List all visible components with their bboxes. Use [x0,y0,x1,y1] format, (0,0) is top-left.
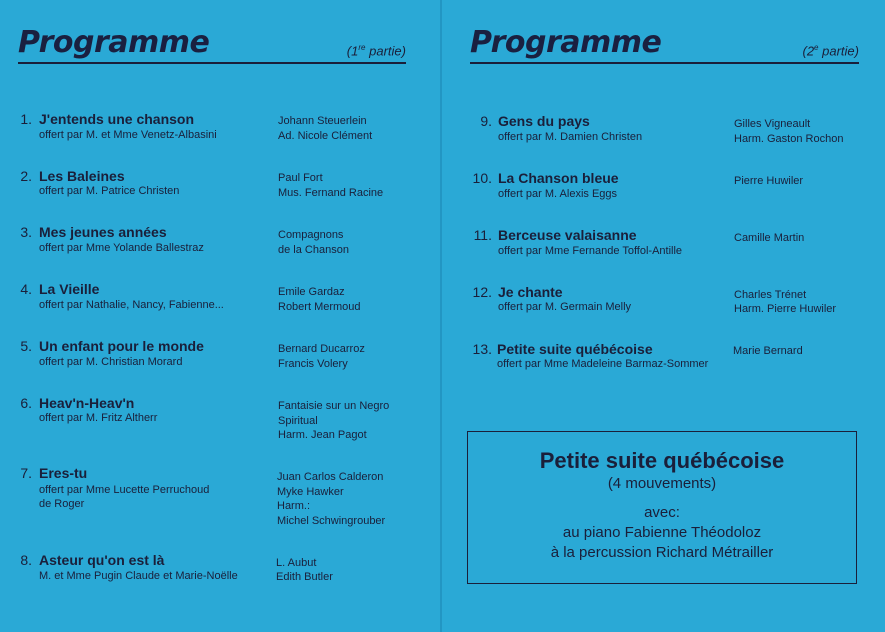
song-title: Mes jeunes années [39,224,167,240]
offered-by: offert par Mme Lucette Perruchoud [39,484,210,496]
page-title: Programme [470,25,662,60]
author-line: Edith Butler [276,571,333,583]
author-line: Harm.: [277,500,310,512]
author-line: Johann Steuerlein [278,115,367,127]
song-title: Un enfant pour le monde [39,338,204,354]
item-number: 13. [472,341,492,357]
song-title: Gens du pays [498,113,590,129]
song-title: Je chante [498,284,563,300]
author-line: Marie Bernard [733,345,803,357]
item-number: 4. [20,281,32,297]
song-title: J'entends une chanson [39,111,195,127]
author-line: Paul Fort [278,172,323,184]
author-line: Francis Volery [278,358,348,370]
offered-by: offert par M. Germain Melly [498,301,632,313]
author-line: Pierre Huwiler [734,175,804,187]
offered-by: offert par M. Patrice Christen [39,185,180,197]
song-title: La Vieille [39,281,100,297]
author-line: Compagnons [278,229,344,241]
author-line: Camille Martin [734,232,805,244]
song-title: Asteur qu'on est là [39,552,165,568]
left-page [0,0,440,632]
item-number: 2. [20,168,32,184]
offered-by: offert par M. Alexis Eggs [498,188,618,200]
song-title: Eres-tu [39,465,88,481]
offered-by: offert par Mme Madeleine Barmaz-Sommer [497,358,709,370]
song-title: Les Baleines [39,168,125,184]
item-number: 12. [472,284,492,300]
right-header [470,22,859,64]
offered-by: offert par Mme Fernande Toffol-Antille [498,245,683,257]
author-line: Fantaisie sur un Negro [278,400,390,412]
offered-by: offert par M. Damien Christen [498,131,643,143]
box-subtitle: (4 mouvements) [607,475,717,492]
song-title: Berceuse valaisanne [498,227,637,243]
page-title: Programme [18,25,210,60]
song-title: Petite suite québécoise [497,341,653,357]
author-line: Harm. Jean Pagot [278,429,367,441]
author-line: Gilles Vigneault [734,118,811,130]
item-number: 9. [480,113,492,129]
author-line: Myke Hawker [277,486,344,498]
box-title: Petite suite québécoise [539,448,785,473]
featured-piece-box [467,431,857,584]
offered-by: offert par Nathalie, Nancy, Fabienne... [39,299,224,311]
box-percussion-line: à la percussion Richard Métrailler [550,544,774,561]
part-label: (2e partie) [802,42,859,58]
offered-by: offert par Mme Yolande Ballestraz [39,242,204,254]
offered-by: offert par M. et Mme Venetz-Albasini [39,129,217,141]
author-line: Spiritual [278,415,318,427]
item-number: 6. [20,395,32,411]
author-line: Michel Schwingrouber [277,515,386,527]
author-line: Emile Gardaz [278,286,345,298]
author-line: Juan Carlos Calderon [277,471,384,483]
box-avec: avec: [644,504,680,521]
author-line: Robert Mermoud [278,301,361,313]
song-title: Heav'n-Heav'n [39,395,135,411]
author-line: Charles Trénet [734,289,807,301]
item-number: 1. [20,111,32,127]
author-line: Harm. Pierre Huwiler [734,303,837,315]
offered-by: M. et Mme Pugin Claude et Marie-Noëlle [39,570,238,582]
author-line: Harm. Gaston Rochon [734,133,844,145]
box-piano-line: au piano Fabienne Théodoloz [562,524,762,541]
item-number: 10. [472,170,492,186]
author-line: L. Aubut [276,557,317,569]
author-line: Mus. Fernand Racine [278,187,384,199]
item-number: 5. [20,338,32,354]
item-number: 11. [473,227,492,243]
item-number: 8. [20,552,32,568]
offered-by: offert par M. Christian Morard [39,356,183,368]
offered-by-line2: de Roger [39,498,85,510]
author-line: de la Chanson [278,244,349,256]
offered-by: offert par M. Fritz Altherr [39,412,158,424]
left-header [18,22,406,64]
item-number: 7. [20,465,32,481]
part-label: (1re partie) [346,42,406,58]
item-number: 3. [20,224,32,240]
song-title: La Chanson bleue [498,170,619,186]
author-line: Ad. Nicole Clément [278,130,373,142]
author-line: Bernard Ducarroz [278,343,365,355]
